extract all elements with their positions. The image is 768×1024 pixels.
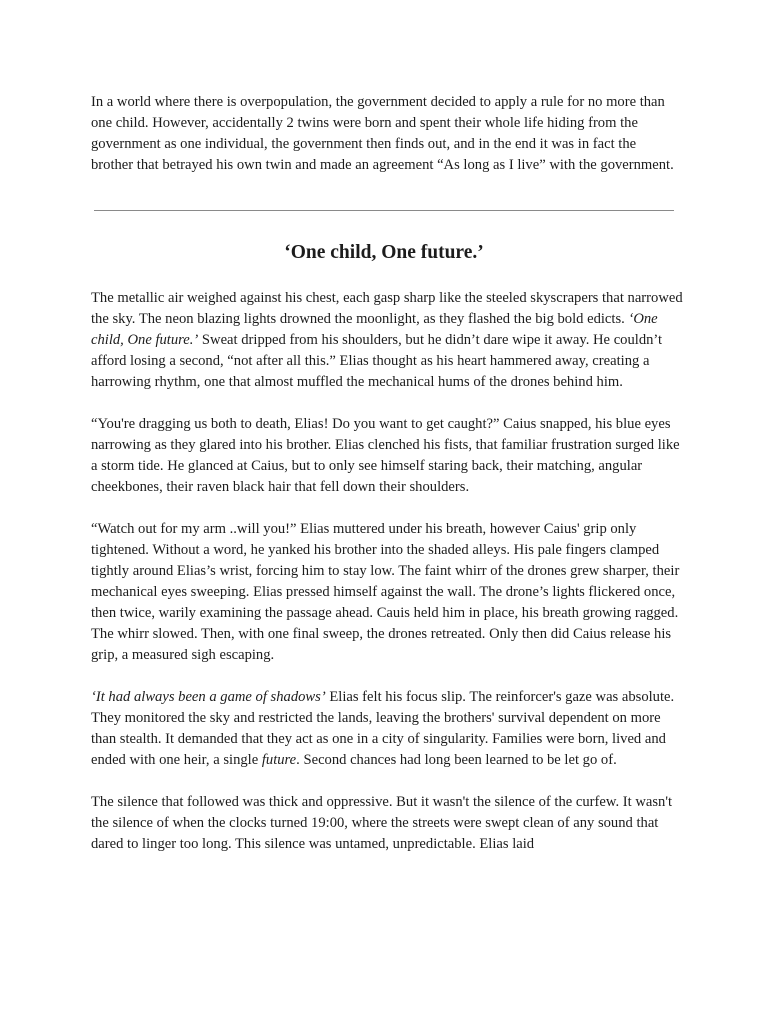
story-paragraph-3: “Watch out for my arm ..will you!” Elias muttered under his breath, however Caius' grip only tightened. Without a word, he yanked his brother into the shaded alleys. His pale fingers clamped tightly around Elias’s wrist, forcing him to stay low. The faint whirr of the drones grew sharper, their mechanical eyes sweeping. Elias pressed himself against the wall. The drone’s lights flickered once, then twice, warily examining the passage ahead. Cauis held him in place, his breath growing ragged. The whirr slowed. Then, with one final sweep, the drones retreated. Only then did Caius release his grip, a measured sigh escaping.: [91, 521, 680, 663]
horizontal-divider: [94, 210, 674, 211]
italic-thought: ‘It had always been a game of shadows’: [91, 689, 326, 705]
story-body: [91, 288, 687, 876]
italic-word: future: [261, 752, 297, 768]
paragraph-text: The metallic air weighed against his chest, each gasp sharp like the steeled skyscrapers that narrowed the sky. The neon blazing lights drowned the moonlight, as they flashed the big bold edicts.: [91, 290, 683, 327]
italic-edict: ‘One child, One future.’: [91, 311, 658, 348]
paragraph-text: Elias felt his focus slip. The reinforcer's gaze was absolute. They monitored the sky and restricted the lands, leaving the brothers' survival dependent on more than stealth. It demanded that they act as one in a city of singularity. Families were born, lived and ended with one heir, a single: [91, 689, 675, 768]
paragraph-text: Sweat dripped from his shoulders, but he didn’t dare wipe it away. He couldn’t afford losing a second, “not after all this.” Elias thought as his heart hammered away, creating a harrowing rhythm, one that almost muffled the mechanical hums of the drones behind him.: [91, 332, 663, 390]
story-title: ‘One child, One future.’: [284, 242, 484, 263]
story-paragraph-5: The silence that followed was thick and oppressive. But it wasn't the silence of the curfew. It wasn't the silence of when the clocks turned 19:00, where the streets were swept clean of any sound that dared to linger too long. This silence was untamed, unpredictable. Elias laid: [91, 794, 673, 852]
story-prompt: In a world where there is overpopulation, the government decided to apply a rule for no more than one child. However, accidentally 2 twins were born and spent their whole life hiding from the government as one individual, the government then finds out, and in the end it was in fact the brother that betrayed his own twin and made an agreement “As long as I live” with the government.: [91, 94, 674, 173]
story-paragraph-2: “You're dragging us both to death, Elias! Do you want to get caught?” Caius snapped, his blue eyes narrowing as they glared into his brother. Elias clenched his fists, that familiar frustration surged like a storm tide. He glanced at Caius, but to only see himself staring back, their matching, angular cheekbones, their raven black hair that fell down their shoulders.: [91, 416, 680, 495]
story-paragraph-4: [91, 687, 687, 771]
paragraph-text: . Second chances had long been learned to be let go of.: [296, 752, 617, 768]
story-paragraph-1: [91, 288, 687, 393]
